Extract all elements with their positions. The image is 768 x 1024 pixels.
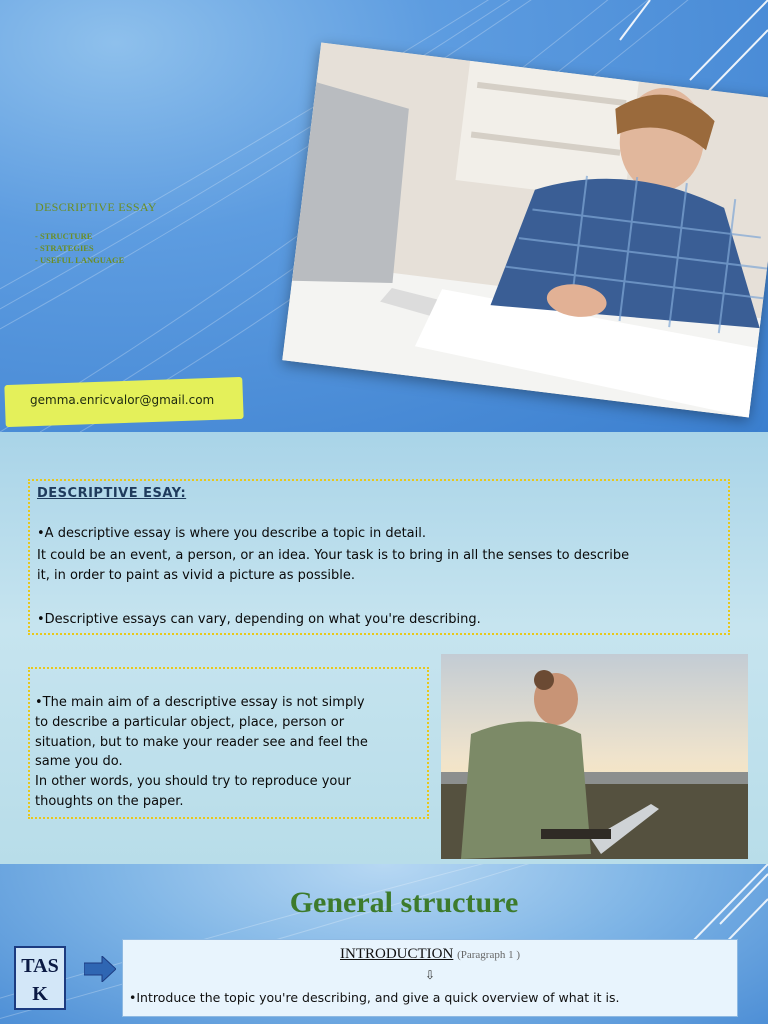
introduction-text: •Introduce the topic you're describing, and give a quick overview of what it is. bbox=[129, 990, 620, 1005]
aim-line: thoughts on the paper. bbox=[35, 794, 184, 809]
right-arrow-icon bbox=[84, 956, 116, 982]
cover-topic-item: - STRUCTURE bbox=[35, 231, 93, 241]
definition-line: It could be an event, a person, or an idea. Your task is to bring in all the senses to describe bbox=[37, 548, 630, 563]
aim-line: same you do. bbox=[35, 754, 123, 769]
definition-heading: DESCRIPTIVE ESAY: bbox=[37, 486, 187, 501]
paragraph-number: (Paragraph 1 ) bbox=[457, 949, 520, 961]
aim-line: situation, but to make your reader see and feel the bbox=[35, 735, 368, 750]
cover-slide bbox=[0, 0, 768, 432]
structure-title: General structure bbox=[289, 886, 519, 919]
student-writing-photo bbox=[282, 43, 768, 418]
introduction-title: INTRODUCTION bbox=[340, 946, 454, 962]
definition-line: it, in order to paint as vivid a picture as possible. bbox=[37, 568, 355, 583]
definition-line: •A descriptive essay is where you describe a topic in detail. bbox=[37, 526, 426, 541]
aim-line: to describe a particular object, place, person or bbox=[35, 715, 345, 730]
author-email[interactable]: gemma.enricvalor@gmail.com bbox=[30, 393, 215, 407]
cover-topic-list bbox=[35, 230, 124, 266]
aim-line: •The main aim of a descriptive essay is not simply bbox=[35, 695, 365, 710]
cover-topic-item: - USEFUL LANGUAGE bbox=[35, 255, 125, 265]
cover-topic-item: - STRATEGIES bbox=[35, 243, 94, 253]
definition-slide bbox=[0, 432, 768, 864]
structure-slide bbox=[0, 864, 768, 1024]
introduction-heading bbox=[123, 946, 737, 963]
variation-line: •Descriptive essays can vary, depending on what you're describing. bbox=[37, 612, 481, 627]
task-label: TASK bbox=[14, 946, 66, 1010]
woman-laptop-photo bbox=[441, 654, 748, 859]
aim-line: In other words, you should try to reproduce your bbox=[35, 774, 351, 789]
cover-title: DESCRIPTIVE ESSAY bbox=[35, 200, 157, 214]
down-arrow-icon: ⇩ bbox=[424, 968, 436, 982]
introduction-box bbox=[122, 939, 738, 1017]
